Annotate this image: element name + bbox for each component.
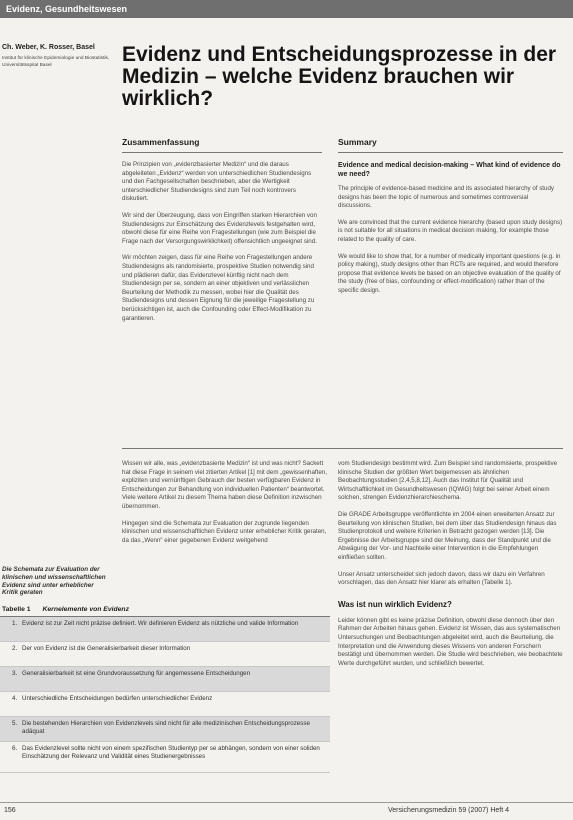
table-row xyxy=(0,667,330,692)
divider xyxy=(122,152,322,153)
table-label: Tabelle 1 xyxy=(2,606,31,613)
divider xyxy=(0,802,573,803)
affiliation: Institut für klinische Epidemiologie und Biostatistik, Universitätsspital Basel xyxy=(2,56,110,68)
row-text: Der von Evidenz ist die Generalisierbarkeit dieser Information xyxy=(22,645,191,652)
row-number: 2. xyxy=(12,645,18,652)
summary-en-heading: Summary xyxy=(338,137,377,147)
pull-quote: Die Schemata zur Evaluation der klinischen und wissenschaftlichen Evidenz sind unter erheblicher Kritik geraten xyxy=(2,566,106,597)
row-number: 4. xyxy=(12,695,18,702)
row-number: 3. xyxy=(12,670,18,677)
row-number: 6. xyxy=(12,745,18,752)
table-row xyxy=(0,717,330,742)
body-left xyxy=(122,460,327,590)
paragraph: Wir möchten zeigen, dass für eine Reihe von Fragestellungen andere Studiendesigns als randomisierte, prospektive Studien notwendig sind und plädieren dafür, das Evidenzlevel künftig nicht nach dem Studiendesign per se, sondern an einer objektiven und verlässlichen Beurteilung der Methodik zu messen, wobei hier die Qualität des Studiendesigns und dessen Eignung für die jeweilige Fragestellung zu berücksichtigen ist, auch die Confounding oder Effect-Modifikation zu garantieren. xyxy=(122,254,315,322)
table-title: Kernelemente von Evidenz xyxy=(42,606,129,613)
body-right xyxy=(338,460,563,802)
paragraph: Unser Ansatz unterscheidet sich jedoch davon, dass wir dazu ein Verfahren vorschlagen, das den Ansatz hier klarer als erhalten (Tabelle 1). xyxy=(338,570,545,587)
paragraph: vom Studiendesign bestimmt wird. Zum Beispiel sind randomisierte, prospektive klinische Studien der größten Wert beigemessen als ähnlichen Beobachtungsstudien [2,4,5,8,12]. Auch das Institut für Qualität und Wirtschaftlichkeit im Gesundheitswesen (IQWiG) folgt bei seiner Arbeit einem solchen, strengen Evidenzhierarchieschema. xyxy=(338,460,558,502)
row-text: Unterschiedliche Entscheidungen bedürfen unterschiedlicher Evidenz xyxy=(22,695,213,702)
row-text: Evidenz ist zur Zeit nicht präzise definiert. Wir definieren Evidenz als nützliche und valide Information xyxy=(22,620,299,627)
divider xyxy=(122,448,563,449)
summary-en xyxy=(338,137,563,466)
authors: Ch. Weber, K. Rosser, Basel xyxy=(2,44,95,51)
row-text: Die bestehenden Hierarchien von Evidenzlevels sind nicht für alle medizinischen Entscheidungsprozesse adäquat xyxy=(22,720,310,735)
paragraph: Wir sind der Überzeugung, dass von Eingriffen starken Hierarchien von Studiendesigns zur Einschätzung des Evidenzlevels festgehalten wird, obwohl diese für eine Reihe von Fragestellungen (wie zum Beispiel die Frage nach der Versorgungswirklichkeit) offensichtlich ungeeignet sind. xyxy=(122,211,317,245)
paragraph: We would like to show that, for a number of medically important questions (e.g. in policy making), study designs other than RCTs are required, and would therefore propose that evidence levels be based on an objective evaluation of the quality of the study (free of bias, confounding or effect-modification) rather than of the specific design. xyxy=(338,252,561,294)
journal-citation: Versicherungsmedizin 59 (2007) Heft 4 xyxy=(388,807,510,814)
paragraph: Leider können gibt es keine präzise Definition, obwohl diese dennoch über den Rahmen der Arbeiten hinaus gehen. Evidenz ist Wissen, das aus systematischen Untersuchungen und Beobachtungen abgeleitet wird, auch die Beurteilung, die Interpretation und die Anwendung dieses Wissens von anderen Forschern bestätigt und übernommen werden. Die Studie wird beschrieben, wie beobachtete Werte durchgeführt wurden, und schließlich bewertet. xyxy=(338,616,563,667)
table-row xyxy=(0,617,330,642)
article-title: Evidenz und Entscheidungsprozesse in der Medizin – welche Evidenz brauchen wir wirklich? xyxy=(122,43,557,110)
paragraph: We are convinced that the current evidence hierarchy (based upon study designs) is not suitable for all situations in medical decision making, for example those related to the quality of care. xyxy=(338,218,563,243)
paragraph: Hingegen sind die Schemata zur Evaluation der zugrunde liegenden klinischen und wissenschaftlichen Evidenz unter erheblicher Kritik geraten, da das „Wenn“ einer gegebenen Evidenz weitgehend xyxy=(122,519,327,544)
divider xyxy=(338,152,563,153)
page-number: 156 xyxy=(4,807,16,814)
table-row xyxy=(0,742,330,773)
row-text: Das Evidenzlevel sollte nicht von einem spezifischen Studientyp per se abhängen, sondern von einer soliden Einschätzung der Relevanz und Validität eines Studienergebnisses xyxy=(22,745,320,760)
paragraph: Wissen wir alle, was „evidenzbasierte Medizin“ ist und was nicht? Sackett hat diese Frage in seinem viel zitierten Artikel [1] mit dem „gewissenhaften, expliziten und vernünftigen Gebrauch der besten verfügbaren Evidenz in Entscheidungen zur Behandlung von individuellen Patienten“ beantwortet. Viele weitere Artikel zu diesem Thema haben diese Definition inzwischen übernommen. xyxy=(122,460,327,510)
section-header: Evidenz, Gesundheitswesen xyxy=(0,0,573,18)
summary-en-body xyxy=(338,161,563,466)
table-1 xyxy=(0,604,330,773)
row-text: Generalisierbarkeit ist eine Grundvoraussetzung für angemessene Entscheidungen xyxy=(22,670,251,677)
row-number: 5. xyxy=(12,720,18,727)
summary-de xyxy=(122,137,322,466)
summary-de-body xyxy=(122,161,322,466)
paragraph: The principle of evidence-based medicine and its associated hierarchy of study designs has been the topic of numerous and sometimes controversial discussions. xyxy=(338,185,554,210)
table-caption xyxy=(0,604,330,616)
row-number: 1. xyxy=(12,620,18,627)
summary-de-heading: Zusammenfassung xyxy=(122,137,200,147)
paragraph: Die GRADE Arbeitsgruppe veröffentlichte im 2004 einen erweiterten Ansatz zur Beurteilung von klinischen Studien, bei dem über das Studiendesign hinaus das Studienprotokoll und weitere Kriterien in Betracht gezogen werden [13]. Die Ergebnisse der Arbeitsgruppe sind der Meinung, dass der Standpunkt und die Abwägung der Vor- und Nachteile einer Intervention in die Empfehlungen einfließen sollten. xyxy=(338,510,557,561)
table-row xyxy=(0,642,330,667)
table-row xyxy=(0,692,330,717)
section-heading: Was ist nun wirklich Evidenz? xyxy=(338,599,452,609)
summary-en-subheading: Evidence and medical decision-making – What kind of evidence do we need? xyxy=(338,162,561,178)
paragraph: Die Prinzipien von „evidenzbasierter Medizin“ und die daraus abgeleiteten „Evidenz“ werden von unterschiedlichen Studiendesigns und den Fachgesellschaften beschrieben, aber die Wertigkeit unterschiedlicher Studiendesigns sind zum Teil noch kontrovers diskutiert. xyxy=(122,161,312,203)
